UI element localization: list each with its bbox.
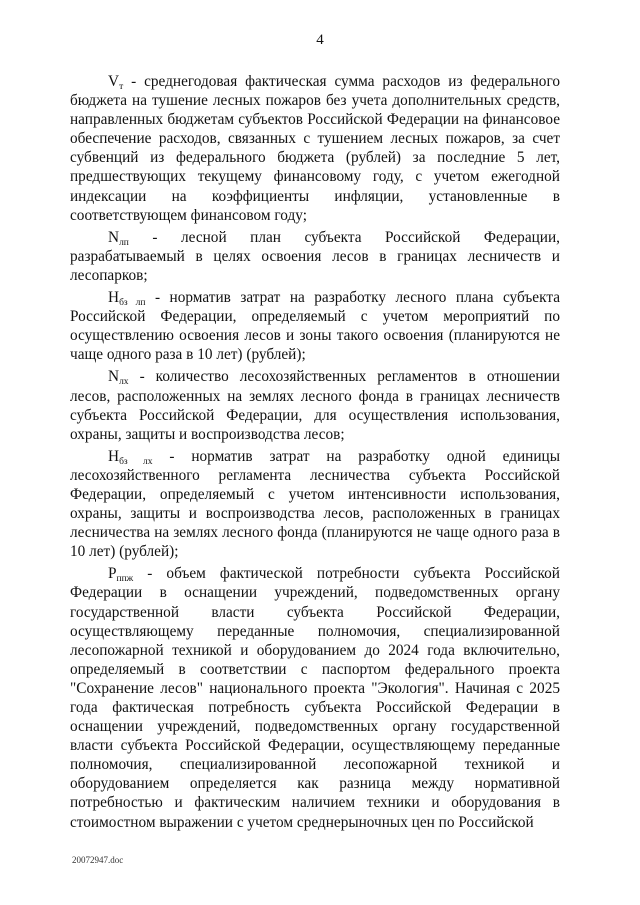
definition-paragraph bbox=[70, 288, 560, 364]
definition-paragraph bbox=[70, 72, 560, 225]
page-number: 4 bbox=[316, 32, 324, 48]
definition-subscript: бз лх bbox=[119, 456, 153, 467]
definition-paragraph bbox=[70, 228, 560, 285]
definition-text: - среднегодовая фактическая сумма расходов из федерального бюджета на тушение лесных пожаров без учета дополнительных средств, направленных бюджетам субъектов Российской Федерации на финансовое обеспечение расходов, связанных с тушением лесных пожаров, за счет субвенций из федерального бюджета (рублей) за последние 5 лет, предшествующих текущему финансовому году, с учетом ежегодной индексации на коэффициенты инфляции, установленные в соответствующем финансовом году; bbox=[70, 73, 560, 224]
definition-symbol: P bbox=[108, 565, 117, 583]
definition-symbol: Н bbox=[108, 447, 120, 465]
file-name-footer: 20072947.doc bbox=[72, 855, 124, 865]
definition-symbol: N bbox=[108, 368, 120, 386]
document-body bbox=[70, 72, 560, 835]
definition-subscript: лп bbox=[119, 237, 129, 248]
definition-text: - количество лесохозяйственных регламентов в отношении лесов, расположенных на землях лесного фонда в границах лесничеств субъекта Российской Федерации, для осуществления использования, охраны, защиты и воспроизводства лесов; bbox=[70, 368, 560, 443]
definition-text: - лесной план субъекта Российской Федерации, разрабатываемый в целях освоения лесов в границах лесничеств и лесопарков; bbox=[70, 228, 560, 284]
definition-paragraph bbox=[70, 447, 560, 562]
definition-subscript: ппж bbox=[116, 574, 134, 585]
definition-paragraph bbox=[70, 367, 560, 443]
definition-subscript: т bbox=[119, 82, 124, 92]
definition-text: - объем фактической потребности субъекта Российской Федерации в оснащении учреждений, подведомственных органу государственной власти субъекта Российской Федерации, осуществляющему переданные полномочия, специализированной лесопожарной техникой и оборудованием до 2024 года включительно, определяемый в соответствии с паспортом федерального проекта "Сохранение лесов" национального проекта "Экология". Начиная с 2025 года фактическая потребность субъекта Российской Федерации в оснащении учреждений, подведомственных органу государственной власти субъекта Российской Федерации, осуществляющему переданные полномочия, специализированной лесопожарной техникой и оборудованием определяется как разница между нормативной потребностью и фактическим наличием техники и оборудования в стоимостном выражении с учетом среднерыночных цен по Российской bbox=[70, 565, 560, 831]
definition-symbol: Н bbox=[108, 289, 120, 307]
definition-text: - норматив затрат на разработку лесного плана субъекта Российской Федерации, определяемый с учетом мероприятий по осуществлению освоения лесов и зоны такого освоения (планируются не чаще одного раза в 10 лет) (рублей); bbox=[70, 289, 560, 364]
definition-paragraph bbox=[70, 564, 560, 831]
definition-symbol: N bbox=[108, 228, 120, 246]
definition-text: - норматив затрат на разработку одной единицы лесохозяйственного регламента лесничества субъекта Российской Федерации, определяемый с учетом интенсивности использования, охраны, защиты и воспроизводства лесов, расположенных в границах лесничества на землях лесного фонда (планируются не чаще одного раза в 10 лет) (рублей); bbox=[70, 447, 561, 561]
definition-symbol: V bbox=[108, 73, 120, 90]
definition-subscript: бз лп bbox=[119, 298, 146, 309]
definition-subscript: лх bbox=[119, 377, 129, 388]
